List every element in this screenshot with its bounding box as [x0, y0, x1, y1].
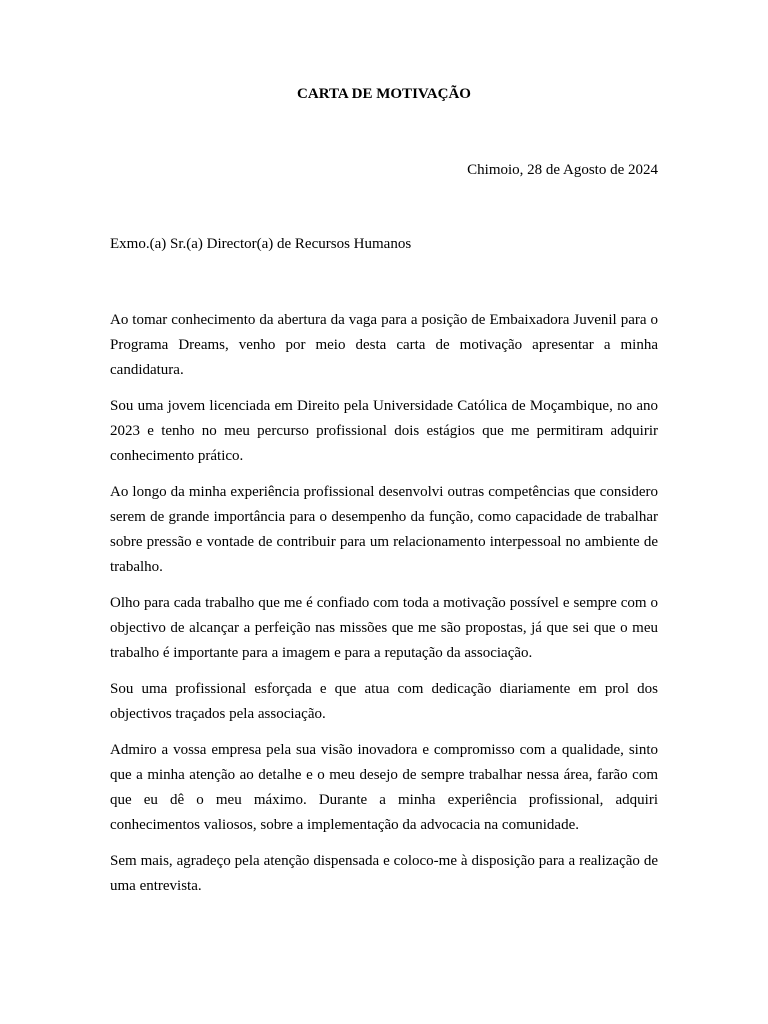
paragraph: Ao longo da minha experiência profissional desenvolvi outras competências que considero serem de grande importância para o desempenho da função, como capacidade de trabalhar sobre pressão e vontade de contribuir para um relacionamento interpessoal no ambiente de trabalho. [110, 484, 658, 575]
paragraph: Admiro a vossa empresa pela sua visão inovadora e compromisso com a qualidade, sinto que a minha atenção ao detalhe e o meu desejo de sempre trabalhar nessa área, farão com que eu dê o meu máximo. Durante a minha experiência profissional, adquiri conhecimentos valiosos, sobre a implementação da advocacia na comunidade. [110, 742, 658, 833]
date-line: Chimoio, 28 de Agosto de 2024 [467, 162, 658, 178]
letter-body [110, 308, 658, 910]
paragraph: Sou uma jovem licenciada em Direito pela Universidade Católica de Moçambique, no ano 2023 e tenho no meu percurso profissional dois estágios que me permitiram adquirir conhecimento prático. [110, 398, 658, 464]
letter-title: CARTA DE MOTIVAÇÃO [297, 86, 471, 102]
paragraph: Olho para cada trabalho que me é confiado com toda a motivação possível e sempre com o objectivo de alcançar a perfeição nas missões que me são propostas, já que sei que o meu trabalho é importante para a imagem e para a reputação da associação. [110, 595, 658, 661]
paragraph: Sem mais, agradeço pela atenção dispensada e coloco-me à disposição para a realização de uma entrevista. [110, 853, 658, 894]
salutation: Exmo.(a) Sr.(a) Director(a) de Recursos Humanos [110, 236, 412, 252]
paragraph: Sou uma profissional esforçada e que atua com dedicação diariamente em prol dos objectivos traçados pela associação. [110, 681, 658, 722]
paragraph: Ao tomar conhecimento da abertura da vaga para a posição de Embaixadora Juvenil para o Programa Dreams, venho por meio desta carta de motivação apresentar a minha candidatura. [110, 312, 658, 378]
